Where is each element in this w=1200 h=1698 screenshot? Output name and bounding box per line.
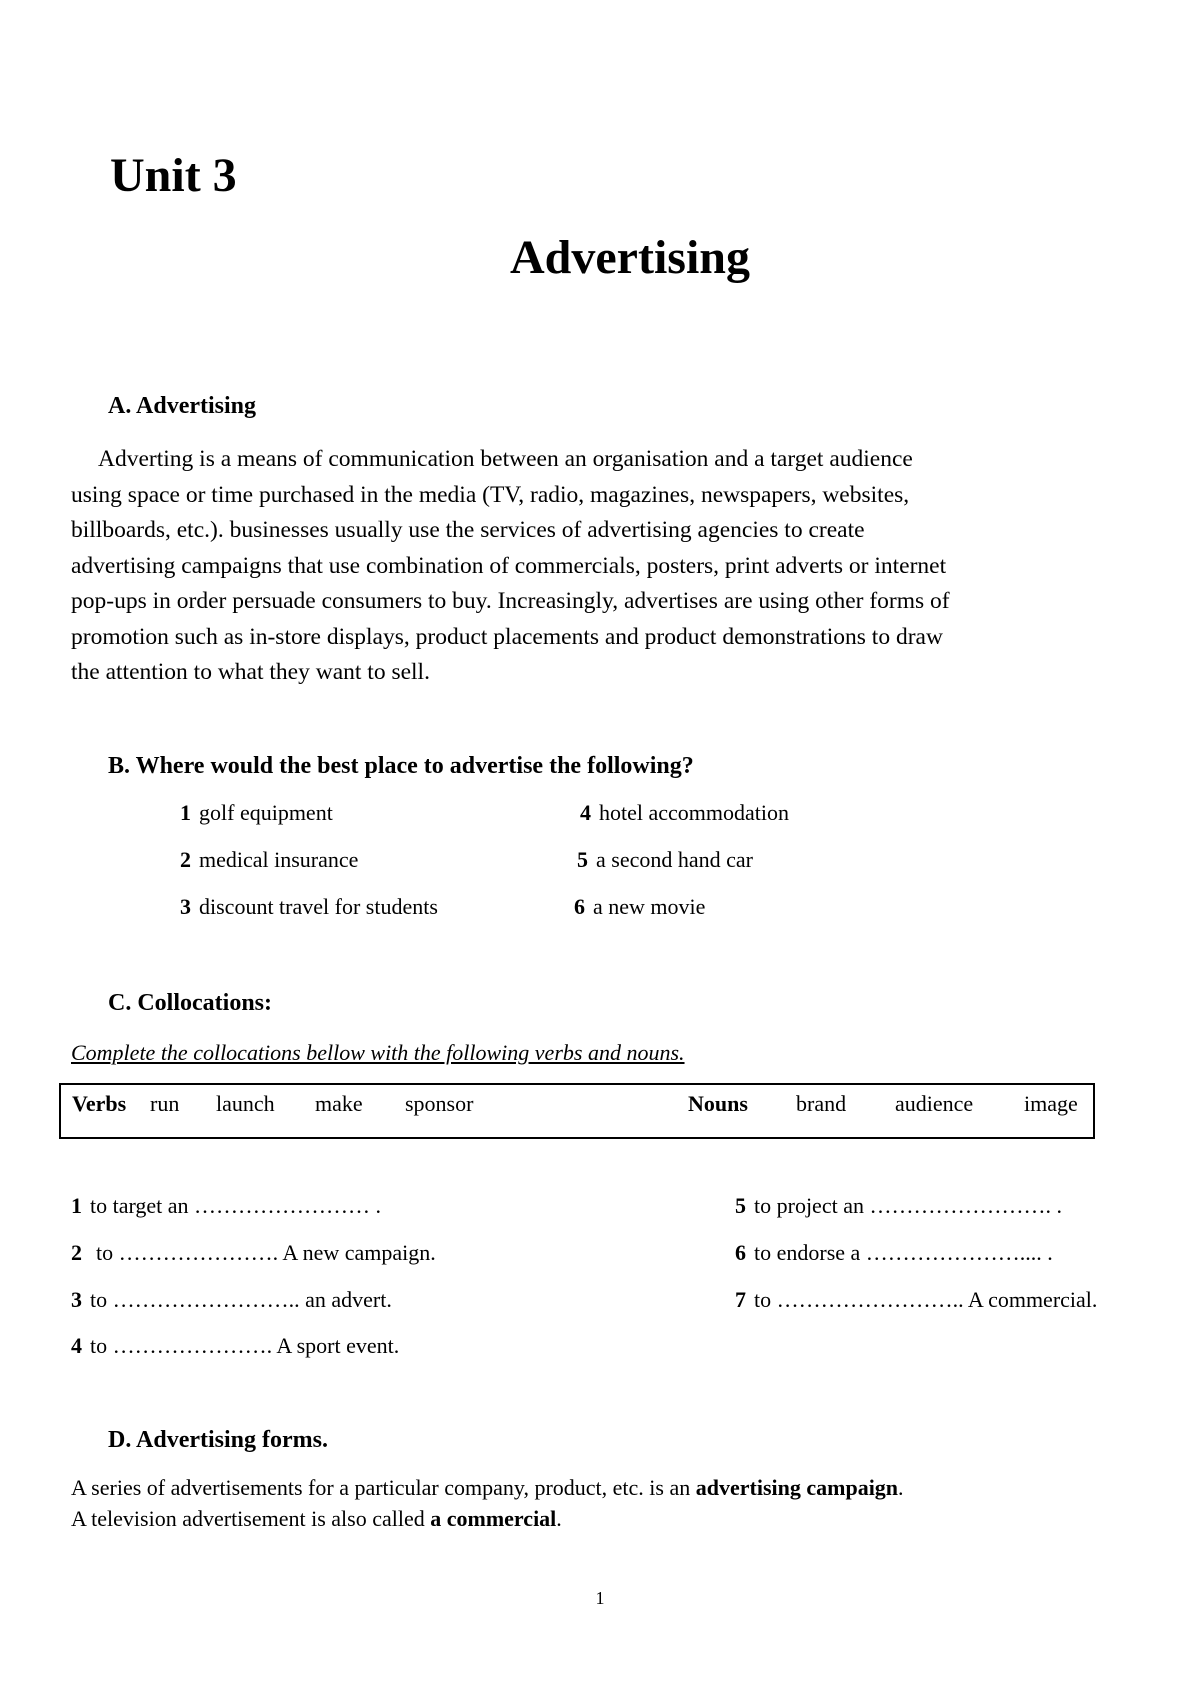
item-text: golf equipment — [199, 800, 333, 825]
page-heading: Advertising — [510, 231, 750, 284]
item-text: to …………………. A new campaign. — [96, 1240, 436, 1265]
item-number: 5 — [577, 847, 588, 872]
item-number: 4 — [71, 1333, 82, 1358]
item-text: a new movie — [593, 894, 706, 919]
item-number: 5 — [735, 1193, 746, 1218]
definition-line — [71, 1506, 562, 1532]
verbs-label: Verbs — [72, 1091, 127, 1116]
definition-end: . — [898, 1475, 904, 1500]
item-text: to project an ……………………. . — [754, 1193, 1062, 1218]
definition-term: a commercial — [430, 1506, 557, 1531]
item-number: 3 — [180, 894, 191, 919]
item-text: to …………………. A sport event. — [90, 1333, 400, 1358]
nouns-label: Nouns — [688, 1091, 748, 1116]
paragraph-line: promotion such as in-store displays, product placements and product demonstrations to draw — [71, 623, 943, 650]
list-item — [71, 1240, 436, 1266]
verb-word: launch — [216, 1091, 275, 1116]
noun-word: brand — [796, 1091, 847, 1116]
word-box — [59, 1083, 1095, 1139]
item-number: 3 — [71, 1287, 82, 1312]
item-number: 2 — [180, 847, 191, 872]
paragraph-line: using space or time purchased in the media (TV, radio, magazines, newspapers, websites, — [71, 481, 910, 508]
verb-word: run — [150, 1091, 180, 1116]
item-number: 7 — [735, 1287, 746, 1312]
paragraph-line: billboards, etc.). businesses usually use the services of advertising agencies to create — [71, 517, 865, 543]
noun-word: audience — [895, 1091, 974, 1116]
item-text: hotel accommodation — [599, 800, 789, 825]
page-number: 1 — [595, 1588, 605, 1608]
section-c-heading: C. Collocations: — [108, 990, 272, 1016]
definition-line — [71, 1475, 904, 1501]
item-number: 2 — [71, 1240, 82, 1265]
section-d-heading: D. Advertising forms. — [108, 1427, 328, 1453]
list-item — [580, 800, 789, 826]
item-number: 6 — [735, 1240, 746, 1265]
item-number: 4 — [580, 800, 591, 825]
paragraph-line: advertising campaigns that use combination of commercials, posters, print adverts or internet — [71, 552, 947, 579]
item-text: to endorse a ………………….... . — [754, 1240, 1053, 1265]
paragraph-line: the attention to what they want to sell. — [71, 659, 430, 685]
item-text: discount travel for students — [199, 894, 438, 919]
definition-text: A television advertisement is also called — [71, 1506, 431, 1531]
item-text: to …………………….. A commercial. — [754, 1287, 1098, 1312]
list-item — [577, 847, 753, 873]
list-item — [735, 1287, 1097, 1313]
list-item — [180, 800, 333, 826]
section-a-heading: A. Advertising — [108, 393, 257, 419]
item-text: to target an …………………… . — [90, 1193, 382, 1218]
section-b-heading: B. Where would the best place to advertise the following? — [108, 753, 694, 779]
verb-word: make — [315, 1091, 363, 1116]
unit-title: Unit 3 — [110, 149, 237, 202]
item-number: 1 — [71, 1193, 82, 1218]
section-a-paragraph — [71, 442, 1151, 691]
list-item — [180, 894, 438, 920]
definition-term: advertising campaign — [695, 1475, 899, 1500]
list-item — [71, 1333, 399, 1359]
item-number: 1 — [180, 800, 191, 825]
definition-end: . — [556, 1506, 562, 1531]
list-item — [180, 847, 358, 873]
list-item — [574, 894, 705, 920]
list-item — [735, 1193, 1062, 1219]
list-item — [71, 1287, 392, 1313]
verb-word: sponsor — [405, 1091, 474, 1116]
instruction-text: Complete the collocations bellow with the following verbs and nouns. — [71, 1040, 685, 1065]
list-item — [71, 1193, 381, 1219]
item-text: medical insurance — [199, 847, 359, 872]
item-text: a second hand car — [596, 847, 753, 872]
definition-text: A series of advertisements for a particular company, product, etc. is an — [71, 1475, 696, 1500]
item-number: 6 — [574, 894, 585, 919]
list-item — [735, 1240, 1053, 1266]
paragraph-line: Adverting is a means of communication between an organisation and a target audience — [98, 446, 913, 472]
noun-word: image — [1024, 1091, 1078, 1116]
paragraph-line: pop-ups in order persuade consumers to buy. Increasingly, advertises are using other forms of — [71, 588, 950, 614]
item-text: to …………………….. an advert. — [90, 1287, 392, 1312]
